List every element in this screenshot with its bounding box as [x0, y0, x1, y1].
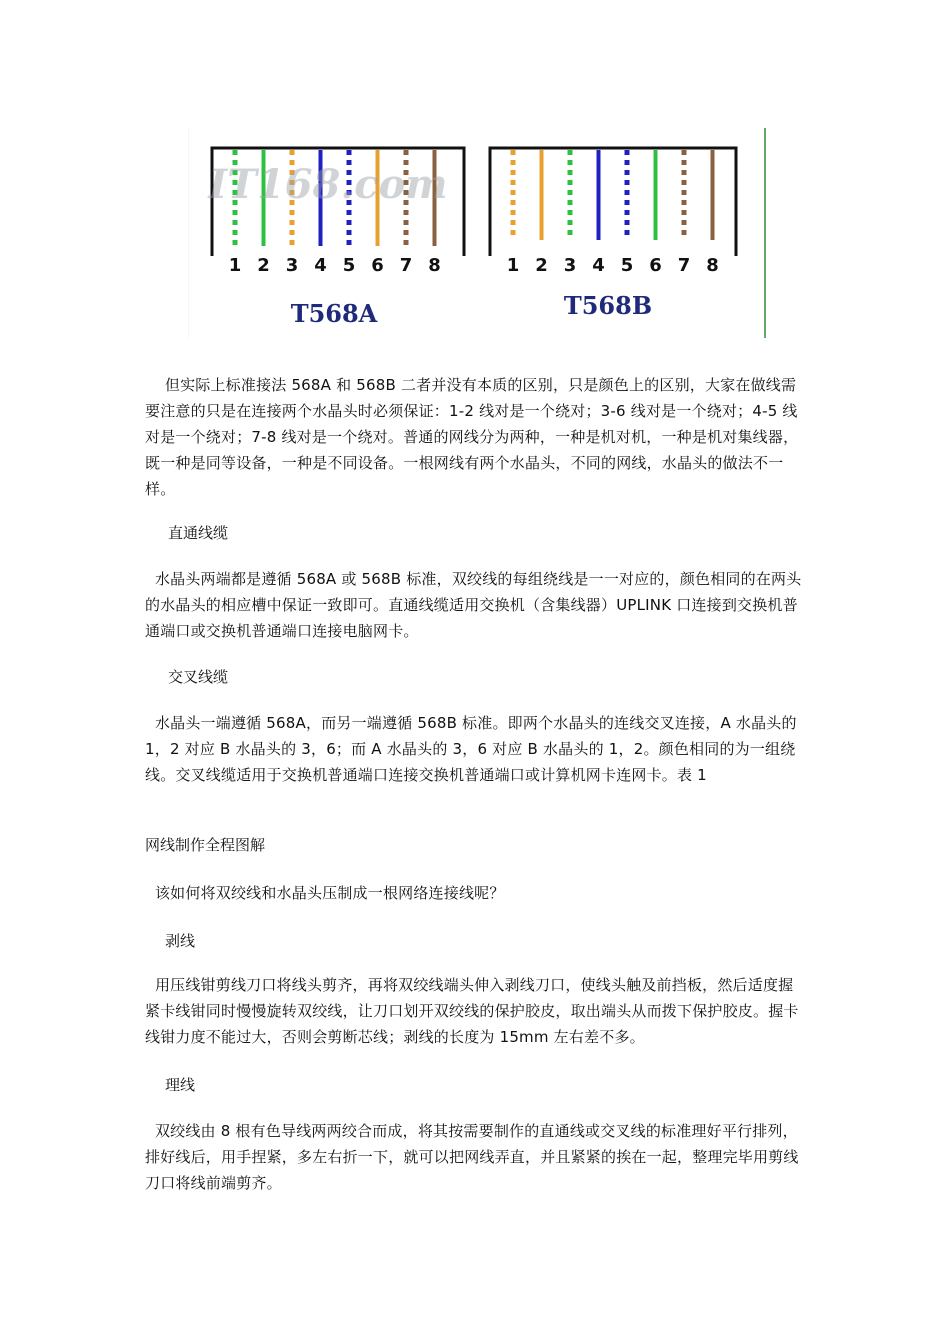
- t568a-pin-number-1: 1: [228, 255, 242, 276]
- t568b-pin-number-5: 5: [620, 255, 634, 276]
- t568a-label: T568A: [290, 299, 378, 328]
- t568a-pin-number-8: 8: [428, 255, 441, 276]
- t568a-pin-number-4: 4: [314, 255, 327, 276]
- t568a-pin-number-2: 2: [257, 255, 270, 276]
- straight-cable-paragraph: 水晶头两端都是遵循 568A 或 568B 标准，双绞线的每组绕线是一一对应的，颜色相同的在两头的水晶头的相应槽中保证一致即可。直通线缆适用交换机（含集线器）UPLINK 口连接到交换机普通端口或交换机普通端口连接电脑网卡。: [145, 570, 802, 640]
- t568a-pin-number-6: 6: [371, 255, 384, 276]
- t568b-pin-number-4: 4: [592, 255, 605, 276]
- t568b-wires: [513, 150, 713, 240]
- t568a-pin-number-7: 7: [399, 255, 413, 276]
- arrange-heading: 理线: [165, 1076, 196, 1094]
- strip-heading: 剥线: [165, 932, 196, 950]
- t568b-pin-number-3: 3: [563, 255, 577, 276]
- t568b-pin-number-2: 2: [535, 255, 548, 276]
- t568-wiring-diagram: [188, 128, 766, 338]
- t568b-pin-number-8: 8: [706, 255, 719, 276]
- watermark-text: IT168.com: [208, 161, 448, 208]
- t568b-pin-number-6: 6: [649, 255, 662, 276]
- arrange-paragraph: 双绞线由 8 根有色导线两两绞合而成，将其按需要制作的直通线或交叉线的标准理好平行排列，排好线后，用手捏紧，多左右折一下，就可以把网线弄直，并且紧紧的挨在一起，整理完毕用剪线刀口将线前端剪齐。: [145, 1122, 799, 1192]
- t568b-frame: [490, 148, 736, 256]
- question-paragraph: 该如何将双绞线和水晶头压制成一根网络连接线呢？: [145, 884, 505, 902]
- wiring-diagram-svg: [188, 128, 766, 338]
- t568a-pin-number-5: 5: [342, 255, 356, 276]
- straight-cable-heading: 直通线缆: [168, 524, 229, 542]
- intro-paragraph: 但实际上标准接法 568A 和 568B 二者并没有本质的区别，只是颜色上的区别，大家在做线需要注意的只是在连接两个水晶头时必须保证：1-2 线对是一个绕对；3-6 线对是一个绕对；4-5 线对是一个绕对；7-8 线对是一个绕对。普通的网线分为两种，一种是机对机，一种是机对集线器，既一种是同等设备，一种是不同设备。一根网线有两个水晶头，不同的网线，水晶头的做法不一样。: [145, 376, 799, 498]
- t568b-pin-number-1: 1: [506, 255, 520, 276]
- crossover-cable-heading: 交叉线缆: [168, 668, 229, 686]
- crossover-cable-paragraph: 水晶头一端遵循 568A，而另一端遵循 568B 标准。即两个水晶头的连线交叉连接，A 水晶头的 1，2 对应 B 水晶头的 3，6；而 A 水晶头的 3，6 对应 B 水晶头的 1，2。颜色相同的为一组绕线。交叉线缆适用于交换机普通端口连接交换机普通端口或计算机网卡连网卡。表 1: [145, 714, 802, 784]
- t568b-pin-numbers: [507, 255, 719, 276]
- t568b-pin-number-7: 7: [677, 255, 691, 276]
- full-guide-heading: 网线制作全程图解: [145, 836, 266, 854]
- t568a-pin-number-3: 3: [285, 255, 299, 276]
- strip-paragraph: 用压线钳剪线刀口将线头剪齐，再将双绞线端头伸入剥线刀口，使线头触及前挡板，然后适度握紧卡线钳同时慢慢旋转双绞线，让刀口划开双绞线的保护胶皮，取出端头从而拨下保护胶皮。握卡线钳力度不能过大，否则会剪断芯线；剥线的长度为 15mm 左右差不多。: [145, 976, 799, 1046]
- t568a-pin-numbers: [229, 255, 441, 276]
- t568b-label: T568B: [563, 291, 653, 320]
